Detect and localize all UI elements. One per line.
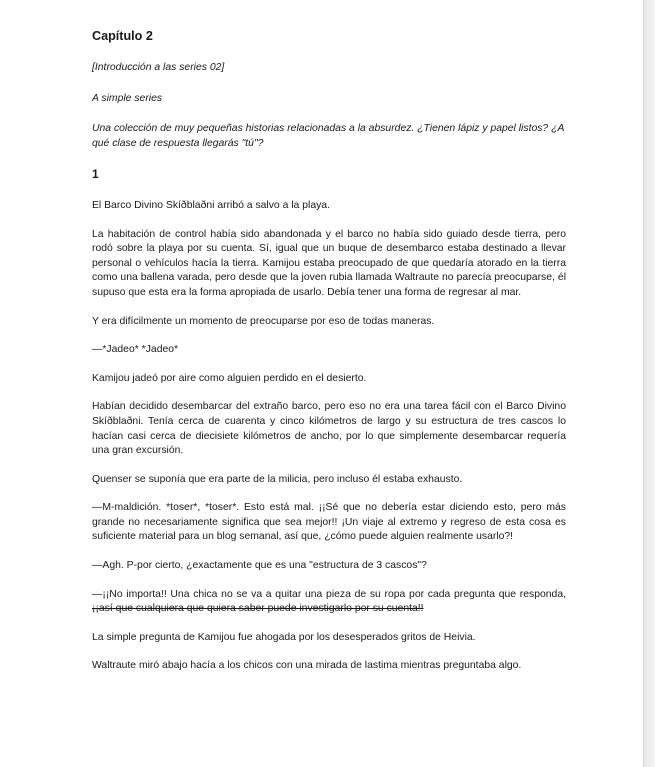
paragraph: Quenser se suponía que era parte de la milicia, pero incluso él estaba exhausto. bbox=[92, 473, 463, 485]
paragraph: —M-maldición. *toser*, *toser*. Esto está mal. ¡¡Sé que no debería estar diciendo esto, pero más grande no necesariamente significa que sea mejor!! ¡Un viaje al extremo y regreso de esta cosa es suficiente material para un blog semanal, así que, ¿cómo puede alguien realmente usarlo?! bbox=[92, 502, 566, 543]
paragraph bbox=[92, 588, 566, 617]
document-body bbox=[92, 28, 566, 674]
paragraph: Y era difícilmente un momento de preocuparse por eso de todas maneras. bbox=[92, 315, 435, 327]
paragraph: Kamijou jadeó por aire como alguien perdido en el desierto. bbox=[92, 372, 367, 384]
series-description: Una colección de muy pequeñas historias relacionadas a la absurdez. ¿Tienen lápiz y papel listos? ¿A qué clase de respuesta llegarás "tú"? bbox=[92, 123, 564, 149]
paragraph: —Agh. P-por cierto, ¿exactamente que es una "estructura de 3 cascos"? bbox=[92, 560, 427, 572]
chapter-title: Capítulo 2 bbox=[92, 29, 153, 43]
struck-text: ¡¡así que cualquiera que quiera saber puede investigarlo por su cuenta!! bbox=[92, 603, 424, 615]
section-number: 1 bbox=[92, 167, 99, 182]
paragraph: La simple pregunta de Kamijou fue ahogada por los desesperados gritos de Heivia. bbox=[92, 631, 476, 643]
paragraph: La habitación de control había sido abandonada y el barco no había sido guiado desde tierra, pero rodó sobre la playa por su cuenta. Sí, igual que un buque de desembarco estaba destinado a llevar personal o vehículos hacía la tierra. Kamijou estaba preocupado de que quedaría atorado en la tierra como una ballena varada, pero desde que la joven rubia llamada Waltraute no parecía preocuparse, él supuso que esta era la forma apropiada de usarlo. Debía tener una forma de regresar al mar. bbox=[92, 228, 566, 298]
intro-label: [Introducción a las series 02] bbox=[92, 62, 225, 73]
paragraph: Habían decidido desembarcar del extraño barco, pero eso no era una tarea fácil con el Barco Divino Skíðblaðni. Tenía cerca de cuarenta y cinco kilómetros de largo y su estructura de tres cascos lo hacían casi cerca de diecisiete kilómetros de ancho, por lo que simplemente desembarcar requería una gran excursión. bbox=[92, 401, 566, 457]
paragraph-text: —¡¡No importa!! Una chica no se va a quitar una pieza de su ropa por cada pregunta que responda, bbox=[92, 588, 566, 600]
paragraph: Waltraute miró abajo hacía a los chicos con una mirada de lastima mientras preguntaba algo. bbox=[92, 660, 522, 672]
series-name: A simple series bbox=[92, 92, 163, 104]
page-edge bbox=[643, 0, 655, 767]
paragraph: —*Jadeo* *Jadeo* bbox=[92, 344, 179, 356]
paragraph: El Barco Divino Skíðblaðni arribó a salvo a la playa. bbox=[92, 199, 330, 211]
